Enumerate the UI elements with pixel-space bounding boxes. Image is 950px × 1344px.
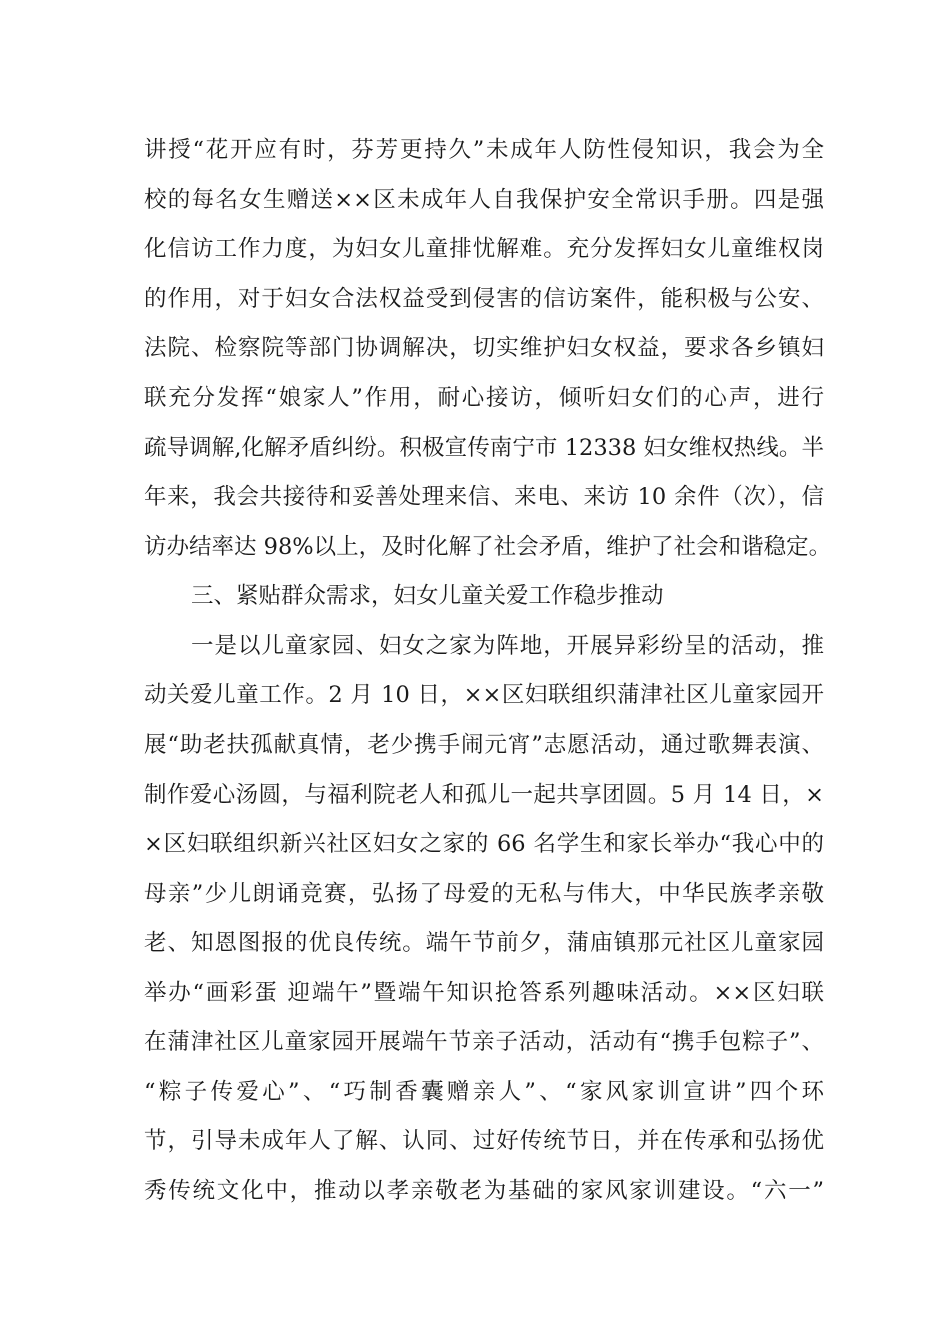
text-line: 制作爱心汤圆，与福利院老人和孤儿一起共享团圆。5 月 14 日，× (144, 782, 824, 808)
text-line: 在蒲津社区儿童家园开展端午节亲子活动，活动有“携手包粽子”、 (144, 1029, 824, 1055)
text-line: 年来，我会共接待和妥善处理来信、来电、来访 10 余件（次），信 (144, 484, 824, 510)
text-line: 展“助老扶孤献真情，老少携手闹元宵”志愿活动，通过歌舞表演、 (144, 732, 824, 758)
text-line: 举办“画彩蛋 迎端午”暨端午知识抢答系列趣味活动。××区妇联 (144, 980, 824, 1006)
text-line: 老、知恩图报的优良传统。端午节前夕，蒲庙镇那元社区儿童家园 (144, 930, 824, 956)
paragraph-first-line: 一是以儿童家园、妇女之家为阵地，开展异彩纷呈的活动，推 (191, 633, 824, 659)
text-line: 联充分发挥“娘家人”作用，耐心接访，倾听妇女们的心声，进行 (144, 385, 824, 411)
text-line: 化信访工作力度，为妇女儿童排忧解难。充分发挥妇女儿童维权岗 (144, 236, 824, 262)
text-line: 的作用，对于妇女合法权益受到侵害的信访案件，能积极与公安、 (144, 286, 824, 312)
text-line: 节，引导未成年人了解、认同、过好传统节日，并在传承和弘扬优 (144, 1128, 824, 1154)
text-line: 法院、检察院等部门协调解决，切实维护妇女权益，要求各乡镇妇 (144, 335, 824, 361)
text-line: “粽子传爱心”、“巧制香囊赠亲人”、“家风家训宣讲”四个环 (144, 1079, 824, 1105)
text-line: 动关爱儿童工作。2 月 10 日，××区妇联组织蒲津社区儿童家园开 (144, 682, 824, 708)
text-line: ×区妇联组织新兴社区妇女之家的 66 名学生和家长举办“我心中的 (144, 831, 824, 857)
text-line: 疏导调解,化解矛盾纠纷。积极宣传南宁市 12338 妇女维权热线。半 (144, 435, 824, 461)
text-line: 秀传统文化中，推动以孝亲敬老为基础的家风家训建设。“六一” (144, 1178, 824, 1204)
paragraph-last-line: 访办结率达 98%以上，及时化解了社会矛盾，维护了社会和谐稳定。 (144, 534, 832, 560)
text-line: 校的每名女生赠送××区未成年人自我保护安全常识手册。四是强 (144, 187, 824, 213)
section-heading: 三、紧贴群众需求，妇女儿童关爱工作稳步推动 (191, 583, 664, 609)
text-line: 讲授“花开应有时，芬芳更持久”未成年人防性侵知识，我会为全 (144, 137, 824, 163)
text-line: 母亲”少儿朗诵竞赛，弘扬了母爱的无私与伟大，中华民族孝亲敬 (144, 881, 824, 907)
